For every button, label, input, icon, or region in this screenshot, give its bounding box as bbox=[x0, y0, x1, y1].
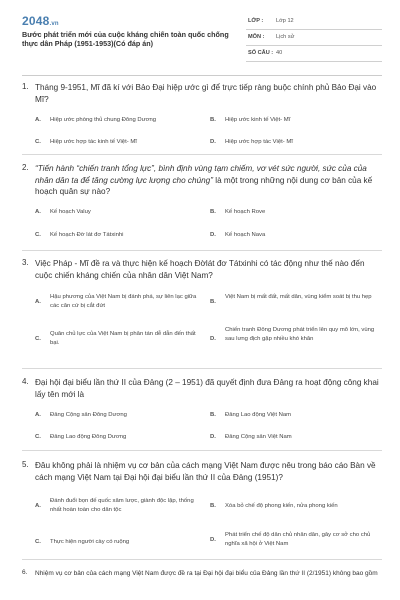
question-number: 1. bbox=[22, 82, 29, 91]
option-letter: A. bbox=[35, 209, 41, 215]
question-number: 2. bbox=[22, 163, 29, 172]
meta-label: MÔN : bbox=[248, 34, 265, 40]
option-text: Đảng Lao động Đông Dương bbox=[50, 434, 127, 440]
option-letter: A. bbox=[35, 503, 41, 509]
header-divider bbox=[22, 75, 382, 76]
option-text: Đảng Cộng sản Việt Nam bbox=[225, 434, 292, 440]
option-text: Hậu phương của Việt Nam bị đánh phá, sự liên lạc giữa các căn cứ bị cắt đứt bbox=[50, 294, 197, 309]
question-number: 5. bbox=[22, 460, 29, 469]
option-text: Xóa bỏ chế độ phong kiến, nửa phong kiến bbox=[225, 503, 338, 509]
option-letter: B. bbox=[210, 299, 216, 305]
question-quote: “Tiến hành “chiến tranh tổng lực”, bình định vùng tạm chiếm, vơ vét sức người, sức của của nhân dân ta để tăng cường lực lượng cho chúng” bbox=[35, 164, 367, 185]
option-text: Đảng Lao động Việt Nam bbox=[225, 412, 292, 418]
question-text: Việc Pháp - Mĩ đề ra và thực hiện kế hoạch Đờlát đơ Tátxinhi có tác động như thế nào đến cuộc chiến kháng chiến của nhân dân Việt Nam? bbox=[35, 259, 365, 280]
question-4 bbox=[22, 377, 380, 457]
meta-row-question-count bbox=[246, 46, 382, 62]
option-text: Hiệp ước hợp tác kinh tế Việt- Mĩ bbox=[50, 139, 137, 145]
header bbox=[22, 14, 382, 66]
question-2 bbox=[22, 163, 380, 253]
meta-label: LỚP : bbox=[248, 18, 264, 24]
question-divider bbox=[22, 368, 382, 369]
option-text: Thực hiện người cày có ruộng bbox=[50, 539, 130, 545]
question-5 bbox=[22, 460, 380, 560]
meta-value: Lịch sử bbox=[276, 34, 295, 40]
option-text: Việt Nam bị mất đất, mất dân, vùng kiểm soát bị thu hẹp bbox=[225, 294, 372, 300]
logo-suffix: .vn bbox=[49, 21, 59, 27]
question-text: Tháng 9-1951, Mĩ đã kí với Bảo Đại hiệp ước gì để trực tiếp ràng buộc chính phủ Bảo Đại vào Mĩ? bbox=[35, 83, 377, 104]
option-text: Kế hoạch Rove bbox=[225, 209, 266, 215]
option-text: Đánh đuổi bọn đế quốc xâm lược, giành độc lập, thống nhất hoàn toàn cho dân tộc bbox=[50, 498, 194, 513]
option-text: Kế hoạch Nava bbox=[225, 232, 266, 238]
option-letter: D. bbox=[210, 232, 216, 238]
question-number: 6. bbox=[22, 569, 28, 576]
option-letter: C. bbox=[35, 539, 41, 545]
document-title: Bước phát triển mới của cuộc kháng chiến toàn quốc chống thực dân Pháp (1951-1953)(Có đáp án) bbox=[22, 30, 229, 48]
question-text: Đại hội đại biểu lần thứ II của Đảng (2 – 1951) đã quyết định đưa Đảng ra hoạt động công khai lấy tên mới là bbox=[35, 378, 379, 399]
option-letter: B. bbox=[210, 503, 216, 509]
option-letter: B. bbox=[210, 117, 216, 123]
option-text: Chiến tranh Đông Dương phát triển lên quy mô lớn, vùng sau lưng địch gặp nhiều khó khăn bbox=[225, 327, 375, 342]
question-text bbox=[35, 163, 380, 198]
option-letter: C. bbox=[35, 232, 41, 238]
question-text: Nhiệm vụ cơ bản của cách mạng Việt Nam được đề ra tại Đại hội đại biểu của Đảng lần thứ II (2/1951) không bao gồm bbox=[35, 570, 378, 577]
question-3 bbox=[22, 258, 380, 368]
option-text: Đảng Cộng sản Đông Dương bbox=[50, 412, 127, 418]
question-number: 3. bbox=[22, 258, 29, 267]
option-text: Phát triển chế độ dân chủ nhân dân, gây cơ sở cho chủ nghĩa xã hội ở Việt Nam bbox=[225, 532, 371, 547]
option-letter: D. bbox=[210, 537, 216, 543]
meta-label: SỐ CÂU : bbox=[248, 50, 274, 56]
option-letter: A. bbox=[35, 412, 41, 418]
option-text: Hiệp ước kinh tế Việt- Mĩ bbox=[225, 117, 291, 123]
question-text-tail: là một trong những nội dung cơ bản của kế hoạch quân sự nào? bbox=[35, 175, 373, 196]
option-letter: D. bbox=[210, 336, 216, 342]
question-divider bbox=[22, 154, 382, 155]
option-letter: A. bbox=[35, 117, 41, 123]
option-text: Quân chủ lực của Việt Nam bị phân tán dễ dẫn đến thất bại. bbox=[50, 331, 196, 346]
option-letter: A. bbox=[35, 299, 41, 305]
option-letter: C. bbox=[35, 434, 41, 440]
meta-value: Lớp 12 bbox=[276, 18, 294, 24]
option-letter: B. bbox=[210, 209, 216, 215]
option-letter: C. bbox=[35, 336, 41, 342]
option-text: Kế hoạch Đờ lát đơ Tátxinhi bbox=[50, 232, 124, 238]
option-letter: B. bbox=[210, 412, 216, 418]
option-text: Hiệp ước hợp tác Việt- Mĩ bbox=[225, 139, 293, 145]
question-divider bbox=[22, 450, 382, 451]
option-letter: D. bbox=[210, 139, 216, 145]
question-6 bbox=[22, 569, 380, 597]
option-letter: C. bbox=[35, 139, 41, 145]
option-text: Hiệp ước phòng thủ chung Đông Dương bbox=[50, 117, 156, 123]
logo-text: 2048 bbox=[22, 14, 50, 28]
question-divider bbox=[22, 250, 382, 251]
option-text: Kế hoạch Valuy bbox=[50, 209, 91, 215]
question-text: Đâu không phải là nhiệm vụ cơ bản của cách mạng Việt Nam được nêu trong báo cáo Bàn về cách mạng Việt Nam tại Đại hội đại biểu lần thứ II của Đảng (1951)? bbox=[35, 461, 376, 482]
question-number: 4. bbox=[22, 377, 29, 386]
site-logo[interactable] bbox=[22, 14, 59, 28]
meta-value: 40 bbox=[276, 50, 283, 56]
meta-row-subject bbox=[246, 30, 382, 46]
option-letter: D. bbox=[210, 434, 216, 440]
question-divider bbox=[22, 559, 382, 560]
meta-table bbox=[246, 14, 382, 62]
meta-row-class bbox=[246, 14, 382, 30]
